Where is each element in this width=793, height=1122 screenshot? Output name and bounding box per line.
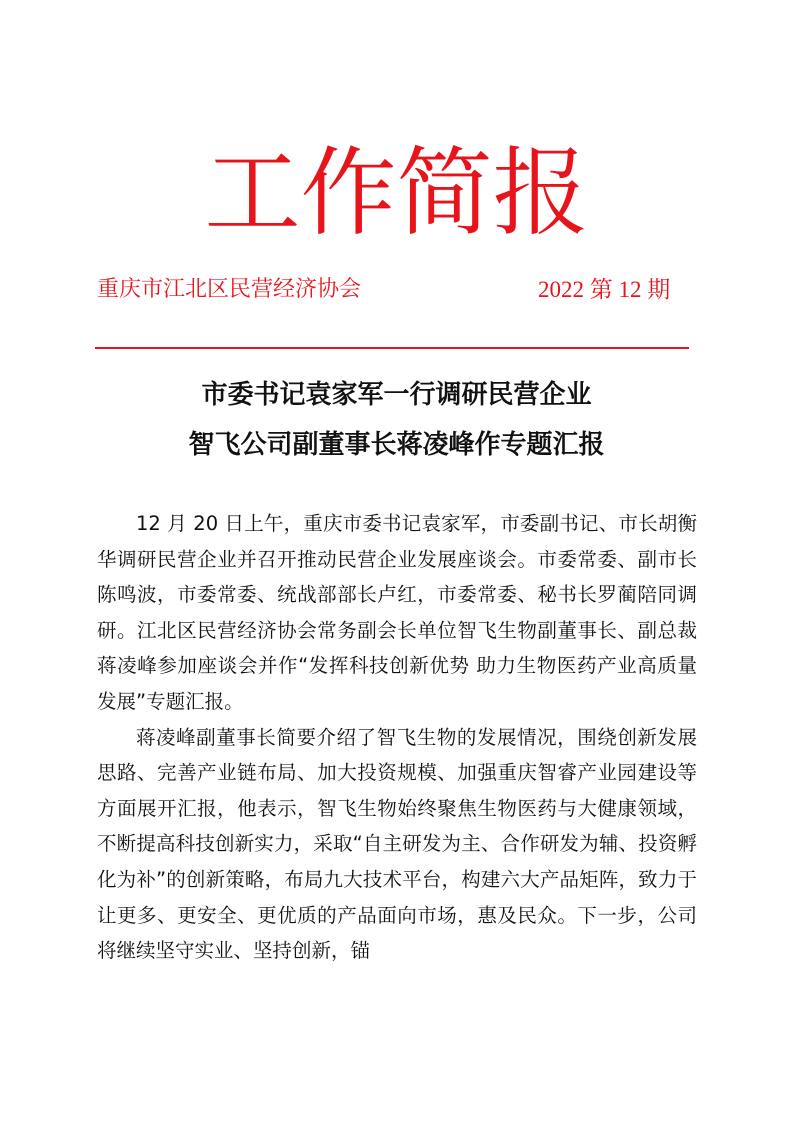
issuer-name: 重庆市江北区民营经济协会 xyxy=(97,277,362,302)
article-paragraph: 蒋凌峰副董事长简要介绍了智飞生物的发展情况，围绕创新发展思路、完善产业链布局、加大投资规模、加强重庆智睿产业园建设等方面展开汇报，他表示，智飞生物始终聚焦生物医药与大健康领域，不断提高科技创新实力，采取“自主研发为主、合作研发为辅、投资孵化为补”的创新策略，布局九大技术平台，构建六大产品矩阵，致力于让更多、更安全、更优质的产品面向市场，惠及民众。下一步，公司将继续坚守实业、坚持创新，锚 xyxy=(97,725,697,963)
article-body xyxy=(97,506,697,969)
article-headline-line2: 智飞公司副董事长蒋凌峰作专题汇报 xyxy=(188,430,605,460)
masthead-title: 工作简报 xyxy=(204,137,589,249)
issue-num: 12 xyxy=(618,277,642,302)
issue-year: 2022 xyxy=(538,277,584,302)
article-headline-line1: 市委书记袁家军一行调研民营企业 xyxy=(201,380,592,410)
masthead-divider xyxy=(95,347,689,349)
issue-suffix: 期 xyxy=(647,277,671,303)
issue-prefix: 第 xyxy=(589,277,613,303)
issue-number xyxy=(538,275,670,305)
article-paragraph: 12 月 20 日上午，重庆市委书记袁家军，市委副书记、市长胡衡华调研民营企业并召开推动民营企业发展座谈会。市委常委、副市长陈鸣波，市委常委、统战部部长卢红，市委常委、秘书长罗蔺陪同调研。江北区民营经济协会常务副会长单位智飞生物副董事长、副总裁蒋凌峰参加座谈会并作“发挥科技创新优势 助力生物医药产业高质量发展”专题汇报。 xyxy=(97,512,697,713)
